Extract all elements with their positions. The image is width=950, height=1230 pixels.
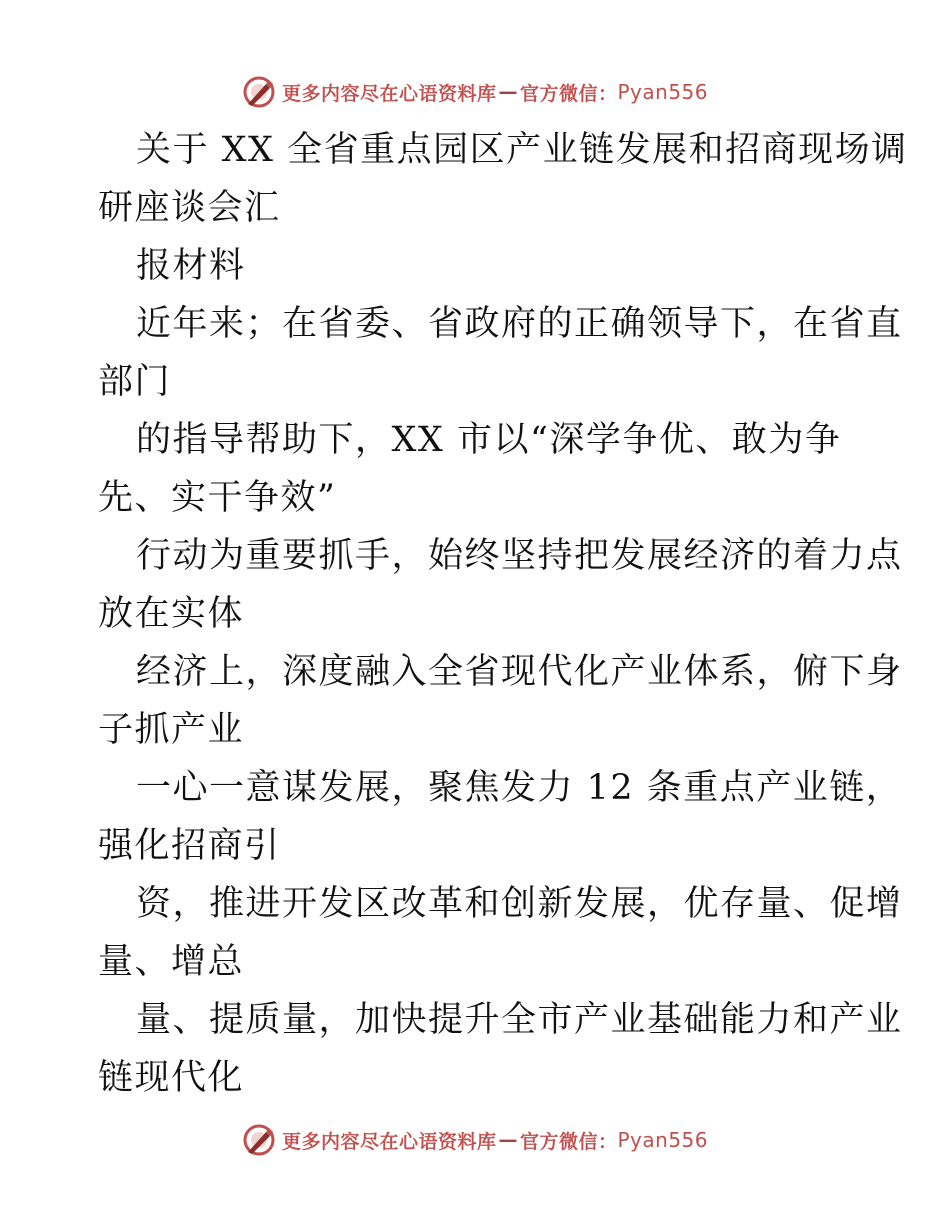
paragraph-line: 经济上，深度融入全省现代化产业体系，俯下身 xyxy=(136,652,903,692)
banner-separator: — xyxy=(498,1129,518,1151)
banner-separator: — xyxy=(498,81,518,103)
title-line-1: 关于 XX 全省重点园区产业链发展和招商现场调 xyxy=(136,130,908,170)
paragraph-line: 链现代化 xyxy=(98,1058,245,1098)
banner-sub-text: 官方微信： xyxy=(519,1130,618,1153)
paragraph-line: 一心一意谋发展，聚焦发力 12 条重点产业链， xyxy=(136,768,903,808)
title-line-2: 研座谈会汇 xyxy=(98,188,281,228)
header-banner xyxy=(0,72,950,112)
banner-main-text: 更多内容尽在心语资料库 xyxy=(281,1130,497,1153)
pen-circle-logo-icon xyxy=(242,75,276,109)
paragraph-line: 部门 xyxy=(98,362,172,402)
footer-banner xyxy=(0,1120,950,1160)
title-line-3: 报材料 xyxy=(136,246,246,286)
banner-wechat-id: Pyan556 xyxy=(617,1128,709,1152)
banner-main-text: 更多内容尽在心语资料库 xyxy=(281,82,497,105)
banner-wechat-id: Pyan556 xyxy=(617,80,709,104)
banner-sub-text: 官方微信： xyxy=(519,82,618,105)
paragraph-line: 强化招商引 xyxy=(98,826,281,866)
paragraph-line: 量、提质量，加快提升全市产业基础能力和产业 xyxy=(136,1000,903,1040)
paragraph-line: 子抓产业 xyxy=(98,710,245,750)
paragraph-line: 行动为重要抓手，始终坚持把发展经济的着力点 xyxy=(136,536,903,576)
pen-circle-logo-icon xyxy=(242,1123,276,1157)
paragraph-line: 近年来；在省委、省政府的正确领导下，在省直 xyxy=(136,304,903,344)
paragraph-line: 先、实干争效” xyxy=(98,478,337,518)
paragraph-line: 资，推进开发区改革和创新发展，优存量、促增 xyxy=(136,884,903,924)
paragraph-line: 放在实体 xyxy=(98,594,245,634)
paragraph-line: 的指导帮助下，XX 市以“深学争优、敢为争 xyxy=(136,420,842,460)
paragraph-line: 量、增总 xyxy=(98,942,245,982)
